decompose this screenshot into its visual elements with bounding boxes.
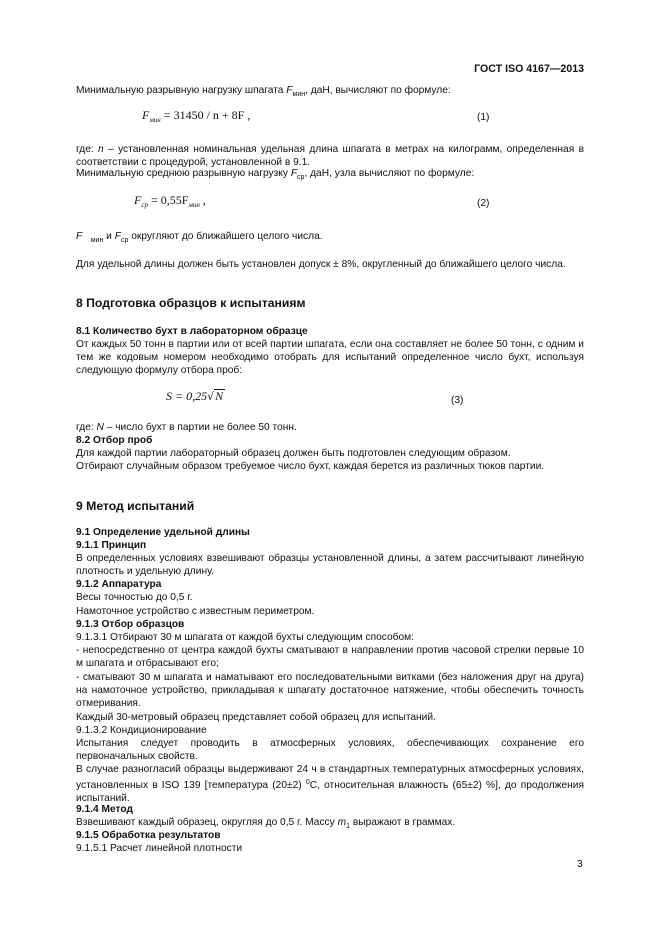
section-9-1-5-heading: 9.1.5 Обработка результатов <box>76 830 221 841</box>
section-8-2-text-2: Отбирают случайным образом требуемое число бухт, каждая берется из различных тюков партии. <box>76 461 545 472</box>
section-8-2-text-1: Для каждой партии лабораторный образец должен быть подготовлен следующим образом. <box>76 448 511 459</box>
formula-1: $F_{мин} = 31450 / n + 8F$ , <box>142 108 251 124</box>
formula-3-explanation: где: N – число бухт в партии не более 50 тонн. <box>76 422 297 433</box>
section-9-1-3-1-item-2: - сматывают 30 м шпагата и наматывают его последовательными витками (без наложения друг на друга) на намоточное устройство, прикладывая к шпагату достаточное натяжение, чтобы обеспечить точность отмеривания. <box>76 672 584 710</box>
min-load-intro: Минимальную разрывную нагрузку шпагата $F_{мин}$, даН, вычисляют по формуле: <box>76 85 451 98</box>
section-8-1-heading: 8.1 Количество бухт в лабораторном образце <box>76 326 308 337</box>
rounding-note: F $_{мин}$ и $F_{ср}$ округляют до ближайшего целого числа. <box>76 231 323 244</box>
section-9-1-heading: 9.1 Определение удельной длины <box>76 527 250 538</box>
formula-1-explanation: где: n – установленная номинальная удельная длина шпагата в метрах на килограмм, определенная в соответствии с процедурой, установленной в 9.1. <box>76 144 584 169</box>
section-9-heading: 9 Метод испытаний <box>76 499 195 513</box>
section-9-1-3-1-item-1: - непосредственно от центра каждой бухты сматывают в направлении против часовой стрелки первые 10 м шпагата и отбрасывают его; <box>76 645 584 670</box>
section-9-1-4-text: Взвешивают каждый образец, округляя до 0,5 г. Массу $m_1$ выражают в граммах. <box>76 817 456 830</box>
section-9-1-1-text: В определенных условиях взвешивают образцы установленной длины, а затем рассчитывают линейную плотность и удельную длину. <box>76 553 584 578</box>
document-code-header: ГОСТ ISO 4167—2013 <box>474 63 584 75</box>
formula-2-number: (2) <box>477 198 490 209</box>
section-9-1-3-heading: 9.1.3 Отбор образцов <box>76 619 185 630</box>
page-number: 3 <box>577 859 583 870</box>
section-9-1-1-heading: 9.1.1 Принцип <box>76 540 147 551</box>
section-9-1-2-heading: 9.1.2 Аппаратура <box>76 579 162 590</box>
section-9-1-3-2-text-2: В случае разногласий образцы выдерживают 24 ч в стандартных температурных атмосферных условиях, установленных в ISO 139 [температура (20±2) $^0$С, относительная влажность (65±2) %], до продолжения испытаний. <box>76 764 584 805</box>
tolerance-paragraph: Для удельной длины должен быть установлен допуск ± 8%, округленный до ближайшего целого числа. <box>76 259 566 270</box>
mean-load-intro: Минимальную среднюю разрывную нагрузку $F_{ср}$, даН, узла вычисляют по формуле: <box>76 168 475 181</box>
section-9-1-2-text-1: Весы точностью до 0,5 г. <box>76 592 193 603</box>
formula-2: $F_{ср} = 0,55F_{мин}$ , <box>134 193 206 209</box>
section-9-1-2-text-2: Намоточное устройство с известным периметром. <box>76 606 315 617</box>
section-9-1-3-2-heading: 9.1.3.2 Кондиционирование <box>76 725 207 736</box>
formula-3: S = 0,25√N <box>166 389 224 403</box>
section-9-1-3-1: 9.1.3.1 Отбирают 30 м шпагата от каждой бухты следующим способом: <box>76 632 414 643</box>
section-8-1-text: От каждых 50 тонн в партии или от всей партии шпагата, если она составляет не более 50 тонн, с одним и тем же кодовым номером необходимо отобрать для испытаний определенное число бухт, используя следующую формулу отбора проб: <box>76 339 584 377</box>
section-8-heading: 8 Подготовка образцов к испытаниям <box>76 296 306 310</box>
formula-1-number: (1) <box>477 112 490 123</box>
section-8-2-heading: 8.2 Отбор проб <box>76 435 153 446</box>
section-9-1-5-1-heading: 9.1.5.1 Расчет линейной плотности <box>76 843 243 854</box>
section-9-1-3-1-text: Каждый 30-метровый образец представляет собой образец для испытаний. <box>76 712 436 723</box>
formula-3-number: (3) <box>451 395 464 406</box>
section-9-1-4-heading: 9.1.4 Метод <box>76 804 133 815</box>
section-9-1-3-2-text-1: Испытания следует проводить в атмосферных условиях, обеспечивающих сохранение его первоначальных свойств. <box>76 738 584 763</box>
